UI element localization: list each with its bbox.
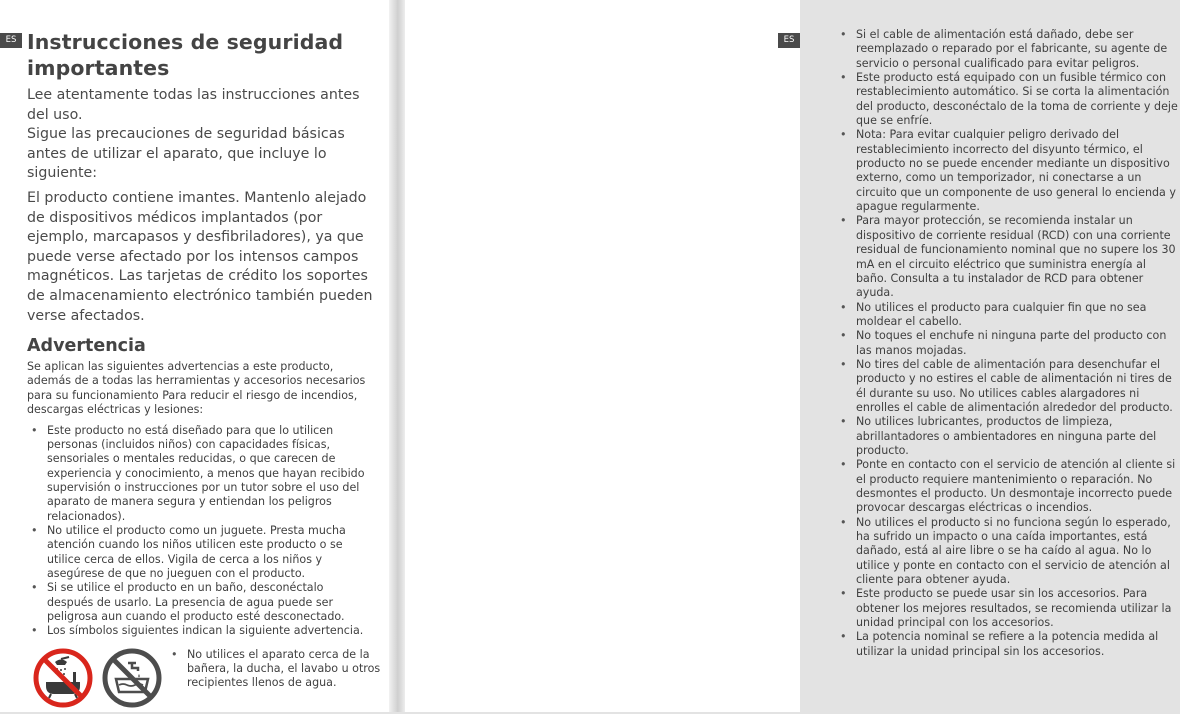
right-page (405, 0, 1178, 712)
list-item: • Nota: Para evitar cualquier peligro derivado del restablecimiento incorrecto del disyunto térmico, el producto no se puede encender mediante un dispositivo externo, como un temporizador, ni conectarse a un circuito que un componente de uso general lo encienda y apague regularmente. (836, 128, 1180, 214)
magnet-warning: El producto contiene imantes. Mantenlo alejado de dispositivos médicos implantados (por ejemplo, marcapasos y desfibriladores), ya que puede verse afectado por los intensos campos magnéticos. Las tarjetas de crédito los soportes de almacenamiento electrónico también pueden verse afectados. (27, 189, 373, 324)
list-item: • Si el cable de alimentación está dañado, debe ser reemplazado o reparado por el fabricante, su agente de servicio o personal cualificado para evitar peligros. (836, 28, 1180, 71)
list-item: • Este producto no está diseñado para que lo utilicen personas (incluidos niños) con capacidades físicas, sensoriales o mentales reducidas, o que carecen de experiencia y conocimiento, a menos que hayan recibido supervisión o instrucciones por un tutor sobre el uso del aparato de manera segura y entiendan los peligros relacionados). (27, 424, 373, 524)
list-item: • Para mayor protección, se recomienda instalar un dispositivo de corriente residual (RCD) con una corriente residual de funcionamiento nominal que no supere los 30 mA en el circuito eléctrico que suministra energía al baño. Consulta a tu instalador de RCD para obtener ayuda. (836, 214, 1180, 300)
list-item: • La potencia nominal se refiere a la potencia medida al utilizar la unidad principal sin los accesorios. (836, 630, 1180, 659)
page-fold (389, 0, 405, 712)
intro-read-instructions: Lee atentamente todas las instrucciones antes del uso. (27, 87, 360, 123)
list-item: • No utilices lubricantes, productos de limpieza, abrillantadores o ambientadores en ninguna parte del producto. (836, 415, 1180, 458)
list-item: • No tires del cable de alimentación para desenchufar el producto y no estires el cable de alimentación ni tires de él durante su uso. No utilices cables alargadores ni enrolles el cable de alimentación alrededor del producto. (836, 358, 1180, 415)
page-title: Instrucciones de seguridad importantes (27, 30, 344, 80)
list-item: • No utilice el producto como un juguete. Presta mucha atención cuando los niños utilicen este producto o se utilice cerca de ellos. Vigila de cerca a los niños y asegúrese de que no jueguen con el producto. (27, 524, 373, 581)
warning-lead: Se aplican las siguientes advertencias a este producto, además de a todas las herramientas y accesorios necesarios para su funcionamiento Para reducir el riesgo de incendios, descargas eléctricas y lesiones: (27, 360, 366, 417)
warning-symbols-row (27, 647, 381, 714)
warning-heading: Advertencia (27, 336, 146, 357)
left-page (0, 0, 389, 712)
list-item: • No toques el enchufe ni ninguna parte del producto con las manos mojadas. (836, 329, 1180, 358)
no-bathtub-shower-icon (33, 648, 93, 708)
left-content (27, 29, 381, 714)
list-item: • Este producto está equipado con un fusible térmico con restablecimiento automático. Si se corta la alimentación del producto, desconéctalo de la toma de corriente y deje que se enfríe. (836, 71, 1180, 128)
list-item: • Ponte en contacto con el servicio de atención al cliente si el producto requiere mantenimiento o reparación. No desmontes el producto. Un desmontaje incorrecto puede provocar descargas eléctricas o incendios. (836, 458, 1180, 515)
no-basin-icon (102, 648, 162, 708)
right-content (836, 28, 1180, 659)
list-item: • Si se utilice el producto en un baño, desconéctalo después de usarlo. La presencia de agua puede ser peligrosa aun cuando el producto esté desconectado. (27, 581, 373, 624)
list-item: • Este producto se puede usar sin los accesorios. Para obtener los mejores resultados, se recomienda utilizar la unidad principal con los accesorios. (836, 587, 1180, 630)
list-item: • Los símbolos siguientes indican la siguiente advertencia. (27, 624, 373, 638)
warning-list-left (27, 424, 373, 639)
list-item: • No utilices el producto si no funciona según lo esperado, ha sufrido un impacto o una caída importantes, está dañado, está al aire libre o se ha caído al agua. No lo utilice y ponte en contacto con el servicio de atención al cliente para obtener ayuda. (836, 516, 1180, 588)
intro-precautions: Sigue las precauciones de seguridad básicas antes de utilizar el aparato, que incluye lo siguiente: (27, 126, 345, 182)
water-warning-note: • No utilices el aparato cerca de la bañera, la ducha, el lavabo u otros recipientes llenos de agua. (167, 648, 387, 691)
list-item: • No utilices el producto para cualquier fin que no sea moldear el cabello. (836, 301, 1180, 330)
language-tab-left: ES (0, 33, 22, 48)
warning-list-right (836, 28, 1180, 659)
language-tab-right: ES (778, 33, 800, 48)
